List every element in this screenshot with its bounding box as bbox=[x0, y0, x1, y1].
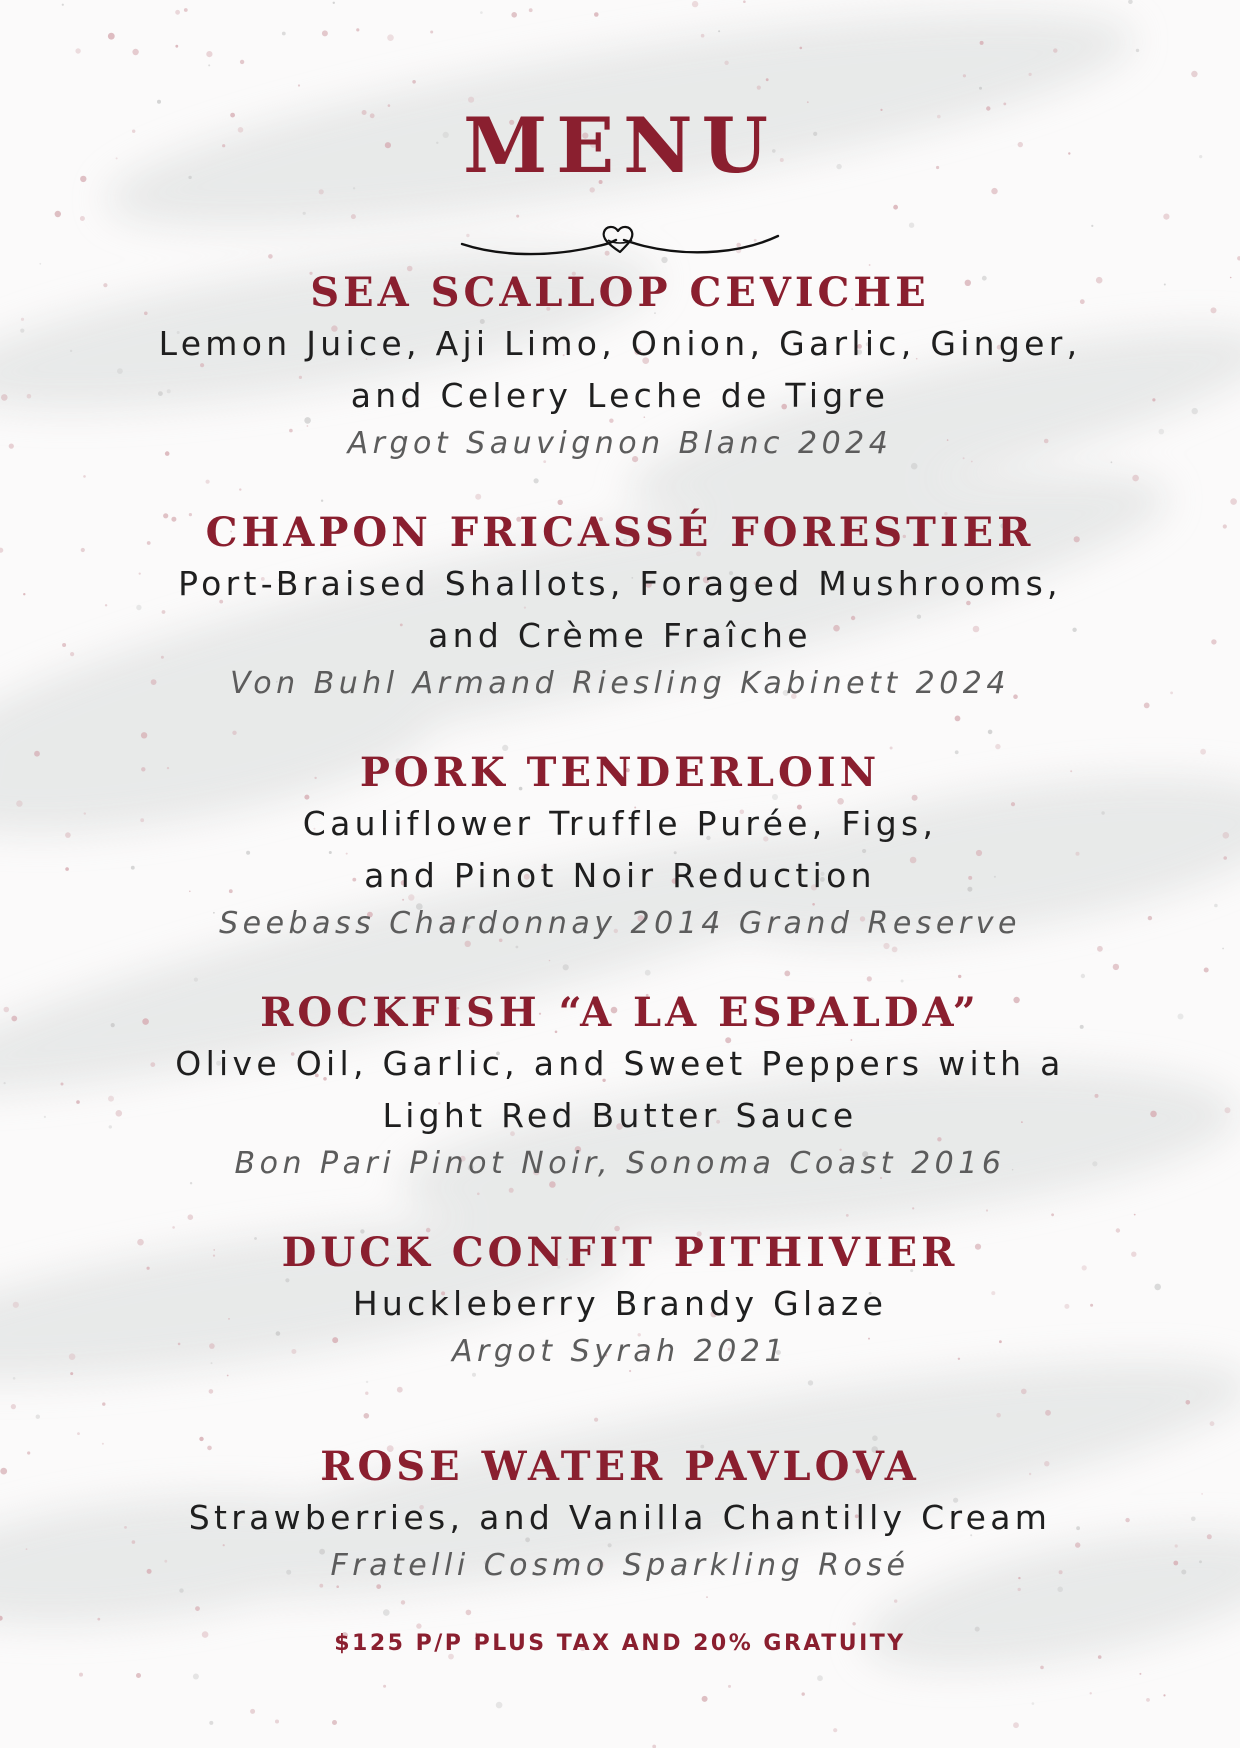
course-rockfish-a-la-espalda bbox=[40, 988, 1200, 1186]
course-pork-tenderloin bbox=[40, 748, 1200, 946]
course-description-line: Huckleberry Brandy Glaze bbox=[352, 1284, 888, 1323]
wine-pairing: Fratelli Cosmo Sparkling Rosé bbox=[330, 1548, 910, 1583]
course-name: SEA SCALLOP CEVICHE bbox=[310, 269, 930, 316]
course-chapon-fricasse-forestier bbox=[40, 508, 1200, 706]
course-duck-confit-pithivier bbox=[40, 1228, 1200, 1374]
course-description-line: Cauliflower Truffle Purée, Figs, bbox=[302, 804, 938, 843]
course-description-line: and Crème Fraîche bbox=[428, 616, 812, 655]
wine-pairing: Argot Syrah 2021 bbox=[452, 1334, 788, 1369]
menu-title: MENU bbox=[463, 101, 777, 190]
course-description-line: Strawberries, and Vanilla Chantilly Cream bbox=[188, 1498, 1052, 1537]
wine-pairing: Argot Sauvignon Blanc 2024 bbox=[347, 426, 893, 461]
course-rose-water-pavlova bbox=[40, 1442, 1200, 1588]
course-description-line: and Pinot Noir Reduction bbox=[364, 856, 876, 895]
course-description-line: Port-Braised Shallots, Foraged Mushrooms, bbox=[178, 564, 1062, 603]
course-description-line: and Celery Leche de Tigre bbox=[350, 376, 890, 415]
price-note: $125 P/P PLUS TAX AND 20% GRATUITY bbox=[334, 1631, 906, 1656]
course-name: DUCK CONFIT PITHIVIER bbox=[281, 1229, 959, 1276]
course-description-line: Olive Oil, Garlic, and Sweet Peppers with a bbox=[175, 1044, 1065, 1083]
course-name: CHAPON FRICASSÉ FORESTIER bbox=[205, 509, 1035, 556]
course-name: ROCKFISH “A LA ESPALDA” bbox=[260, 989, 980, 1036]
heart-flourish-icon bbox=[458, 222, 782, 262]
course-description-line: Lemon Juice, Aji Limo, Onion, Garlic, Ginger, bbox=[158, 324, 1082, 363]
course-name: PORK TENDERLOIN bbox=[359, 749, 881, 796]
wine-pairing: Bon Pari Pinot Noir, Sonoma Coast 2016 bbox=[234, 1146, 1006, 1181]
wine-pairing: Von Buhl Armand Riesling Kabinett 2024 bbox=[230, 666, 1010, 701]
wine-pairing: Seebass Chardonnay 2014 Grand Reserve bbox=[219, 906, 1021, 941]
course-sea-scallop-ceviche bbox=[40, 268, 1200, 466]
course-name: ROSE WATER PAVLOVA bbox=[320, 1443, 920, 1490]
course-description-line: Light Red Butter Sauce bbox=[382, 1096, 858, 1135]
